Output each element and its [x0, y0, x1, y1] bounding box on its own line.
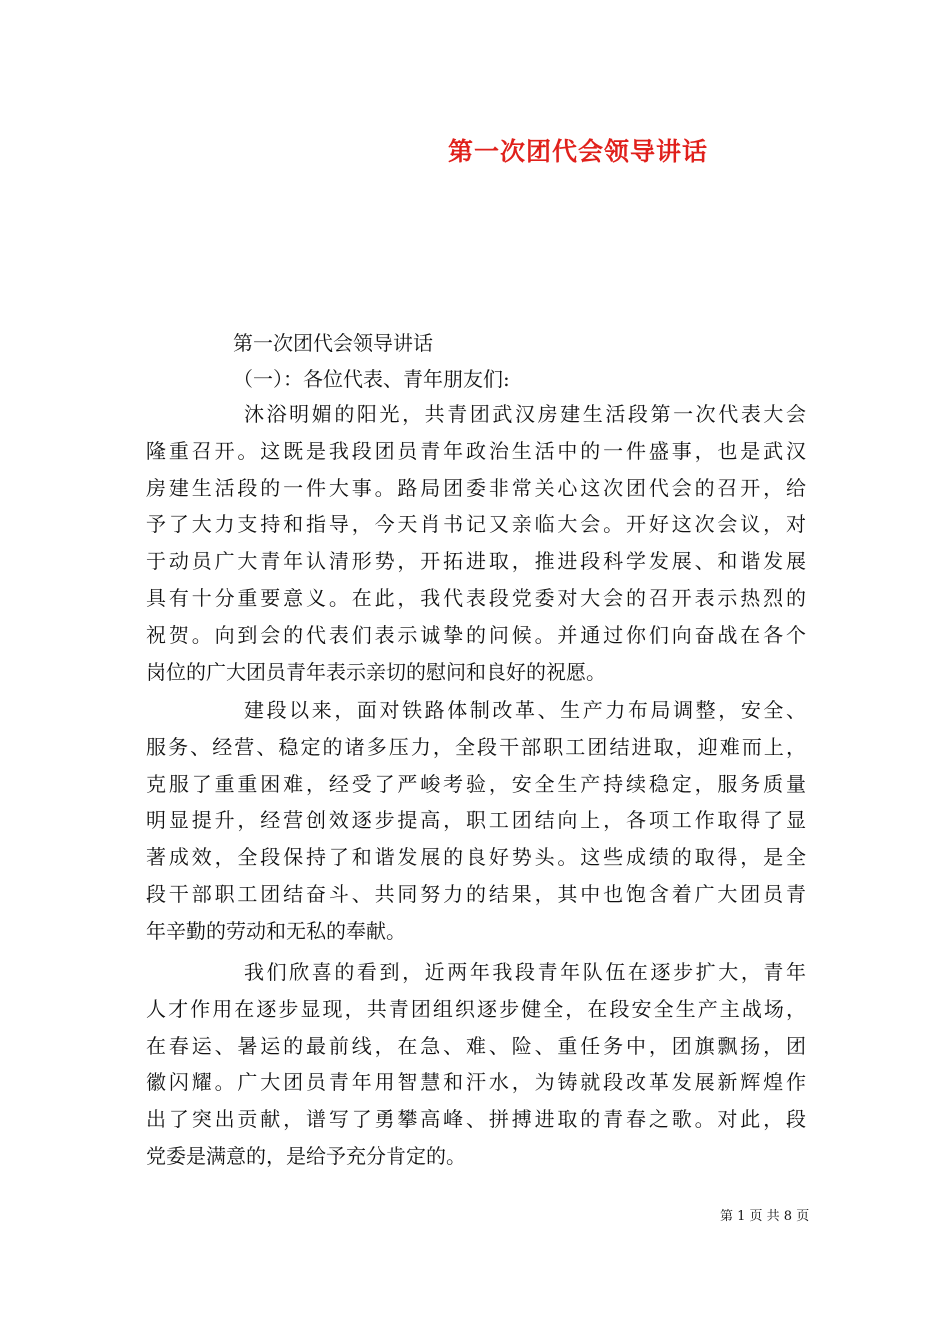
paragraph-line: 段干部职工团结奋斗、共同努力的结果，其中也饱含着广大团员青	[146, 881, 806, 906]
paragraph-line: 房建生活段的一件大事。路局团委非常关心这次团代会的召开，给	[146, 475, 806, 500]
paragraph-line: 徽闪耀。广大团员青年用智慧和汗水，为铸就段改革发展新辉煌作	[146, 1070, 806, 1095]
page-number: 第 1 页 共 8 页	[720, 1209, 810, 1224]
paragraph-line: 年辛勤的劳动和无私的奉献。	[146, 918, 406, 943]
paragraph-2	[146, 692, 806, 950]
paragraph-line: 人才作用在逐步显现，共青团组织逐步健全，在段安全生产主战场，	[146, 996, 806, 1021]
paragraph-line: 沐浴明媚的阳光，共青团武汉房建生活段第一次代表大会	[244, 402, 806, 426]
paragraph-line: 于动员广大青年认清形势，开拓进取，推进段科学发展、和谐发展	[146, 549, 806, 574]
paragraph-line: 我们欣喜的看到，近两年我段青年队伍在逐步扩大，青年	[244, 960, 806, 984]
paragraph-line: 具有十分重要意义。在此，我代表段党委对大会的召开表示热烈的	[146, 585, 806, 610]
paragraph-line: 建段以来，面对铁路体制改革、生产力布局调整，安全、	[244, 698, 806, 722]
paragraph-line: 服务、经营、稳定的诸多压力，全段干部职工团结进取，迎难而上，	[146, 734, 806, 759]
document-subtitle: 第一次团代会领导讲话	[233, 331, 433, 355]
paragraph-line: 予了大力支持和指导，今天肖书记又亲临大会。开好这次会议，对	[146, 512, 806, 537]
paragraph-line: 明显提升，经营创效逐步提高，职工团结向上，各项工作取得了显	[146, 808, 806, 833]
paragraph-1	[146, 396, 806, 690]
paragraph-line: 祝贺。向到会的代表们表示诚挚的问候。并通过你们向奋战在各个	[146, 622, 806, 647]
paragraph-line: 出了突出贡献，谱写了勇攀高峰、拼搏进取的青春之歌。对此，段	[146, 1107, 806, 1132]
paragraph-line: 岗位的广大团员青年表示亲切的慰问和良好的祝愿。	[146, 659, 606, 684]
paragraph-line: 在春运、暑运的最前线，在急、难、险、重任务中，团旗飘扬，团	[146, 1033, 806, 1058]
paragraph-3	[146, 954, 806, 1175]
paragraph-line: 党委是满意的，是给予充分肯定的。	[146, 1143, 466, 1168]
paragraph-line: 著成效，全段保持了和谐发展的良好势头。这些成绩的取得，是全	[146, 845, 806, 870]
paragraph-line: 隆重召开。这既是我段团员青年政治生活中的一件盛事，也是武汉	[146, 438, 806, 463]
page-title: 第一次团代会领导讲话	[448, 137, 709, 166]
paragraph-line: 克服了重重困难，经受了严峻考验，安全生产持续稳定，服务质量	[146, 771, 806, 796]
salutation: （一）：各位代表、青年朋友们:	[233, 367, 510, 391]
